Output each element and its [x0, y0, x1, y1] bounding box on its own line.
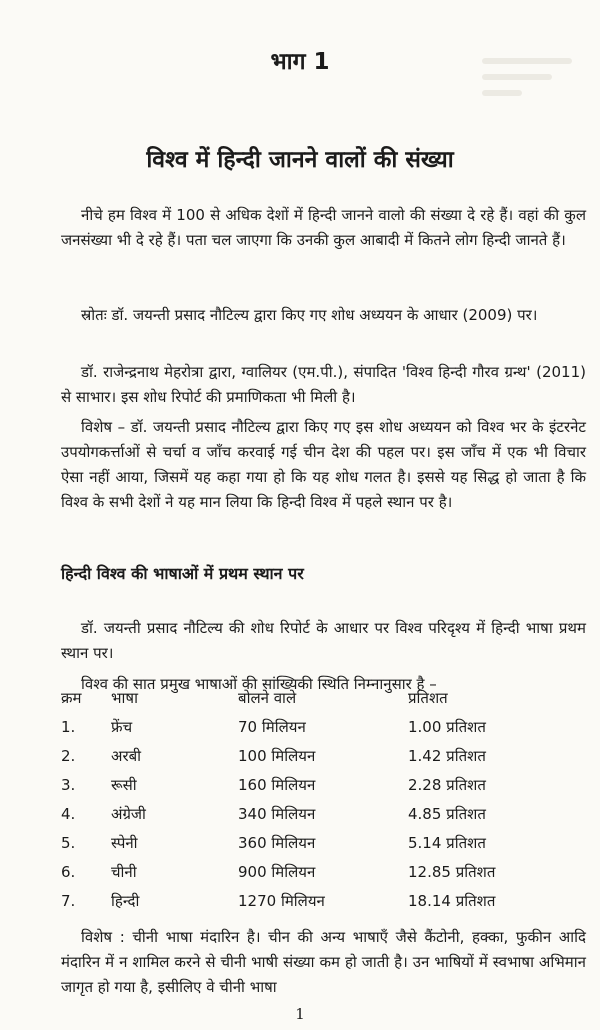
language-stats-table	[61, 683, 581, 915]
table-row	[61, 886, 581, 915]
cell-speakers: 70 मिलियन	[238, 717, 306, 736]
cell-percent: 12.85 प्रतिशत	[408, 862, 496, 881]
section-heading: हिन्दी विश्व की भाषाओं में प्रथम स्थान पर	[61, 564, 304, 583]
cell-speakers: 340 मिलियन	[238, 804, 316, 823]
cell-language: अंग्रेजी	[111, 804, 146, 823]
cell-serial: 2.	[61, 746, 76, 765]
cell-percent: 1.00 प्रतिशत	[408, 717, 486, 736]
cell-speakers: 100 मिलियन	[238, 746, 316, 765]
cell-serial: 5.	[61, 833, 76, 852]
table-row	[61, 828, 581, 857]
table-row	[61, 857, 581, 886]
cell-language: चीनी	[111, 862, 137, 881]
cell-serial: 7.	[61, 891, 76, 910]
part-title: भाग 1	[270, 49, 330, 75]
section-intro-paragraph: डॉ. जयन्ती प्रसाद नौटिल्य की शोध रिपोर्ट के आधार पर विश्व परिदृश्य में हिन्दी भाषा प्रथम स्थान पर।	[61, 619, 586, 662]
cell-serial: 4.	[61, 804, 76, 823]
chapter-title: विश्व में हिन्दी जानने वालों की संख्या	[146, 147, 454, 173]
cell-speakers: 900 मिलियन	[238, 862, 316, 881]
cell-serial: 3.	[61, 775, 76, 794]
table-row	[61, 712, 581, 741]
table-row	[61, 770, 581, 799]
cell-language: हिन्दी	[111, 891, 140, 910]
table-row	[61, 799, 581, 828]
page-number: 1	[295, 1005, 305, 1023]
header-serial: क्रम	[61, 688, 82, 707]
header-speakers: बोलने वाले	[238, 688, 297, 707]
cell-percent: 18.14 प्रतिशत	[408, 891, 496, 910]
source-paragraph: स्रोतः डॉ. जयन्ती प्रसाद नौटिल्य द्वारा किए गए शोध अध्ययन के आधार (2009) पर।	[81, 306, 538, 324]
cell-speakers: 160 मिलियन	[238, 775, 316, 794]
table-header-row	[61, 683, 581, 712]
header-percent: प्रतिशत	[408, 688, 448, 707]
intro-paragraph: नीचे हम विश्व में 100 से अधिक देशों में हिन्दी जानने वालो की संख्या दे रहे हैं। वहां की कुल जनसंख्या भी दे रहे हैं। पता चल जाएगा कि उनकी कुल आबादी में कितने लोग हिन्दी जानते हैं।	[61, 206, 586, 249]
cell-language: फ्रेंच	[111, 717, 133, 736]
table-row	[61, 741, 581, 770]
header-language: भाषा	[111, 688, 138, 707]
credit-paragraph: डॉ. राजेन्द्रनाथ मेहरोत्रा द्वारा, ग्वालियर (एम.पी.), संपादित 'विश्व हिन्दी गौरव ग्रन्थ' (2011) से साभार। इस शोध रिपोर्ट की प्रमाणिकता भी मिली है।	[61, 363, 586, 406]
cell-percent: 2.28 प्रतिशत	[408, 775, 486, 794]
cell-serial: 6.	[61, 862, 76, 881]
cell-speakers: 360 मिलियन	[238, 833, 316, 852]
cell-serial: 1.	[61, 717, 76, 736]
cell-speakers: 1270 मिलियन	[238, 891, 325, 910]
cell-language: अरबी	[111, 746, 142, 765]
cell-percent: 4.85 प्रतिशत	[408, 804, 486, 823]
cell-language: रूसी	[111, 775, 137, 794]
cell-language: स्पेनी	[111, 833, 138, 852]
cell-percent: 1.42 प्रतिशत	[408, 746, 486, 765]
footnote-paragraph: विशेष : चीनी भाषा मंदारिन है। चीन की अन्य भाषाएँ जैसे कैंटोनी, हक्का, फुकीन आदि मंदारिन में न शामिल करने से चीनी भाषी संख्या कम हो जाती है। उन भाषियों में स्वभाषा अभिमान जागृत हो गया है, इसीलिए वे चीनी भाषा	[61, 928, 586, 996]
cell-percent: 5.14 प्रतिशत	[408, 833, 486, 852]
special-note-paragraph: विशेष – डॉ. जयन्ती प्रसाद नौटिल्य द्वारा किए गए इस शोध अध्ययन को विश्व भर के इंटरनेट उपयोगकर्त्ताओं से चर्चा व जाँच करवाई गई चीन देश की पहल पर। इस जाँच में एक भी विचार ऐसा नहीं आया, जिसमें यह कहा गया हो कि यह शोध गलत है। इससे यह सिद्ध हो जाता है कि विश्व के सभी देशों ने यह मान लिया कि हिन्दी विश्व में पहले स्थान पर है।	[61, 418, 586, 511]
table-intro-paragraph: विश्व की सात प्रमुख भाषाओं की सांख्यिकी स्थिति निम्नानुसार है –	[81, 675, 437, 693]
